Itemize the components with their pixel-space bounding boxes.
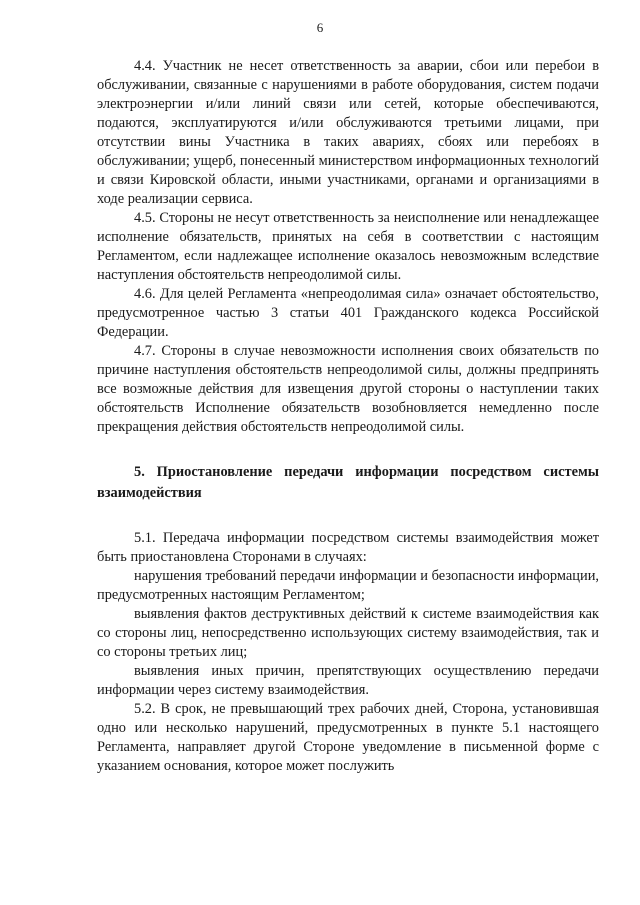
section-5-heading: 5. Приостановление передачи информации посредством системы взаимодействия	[97, 464, 599, 501]
paragraph-5-2: 5.2. В срок, не превышающий трех рабочих дней, Сторона, установившая одно или несколько нарушений, предусмотренных в пункте 5.1 настоящего Регламента, направляет другой Стороне уведомление в письменной форме с указанием основания, которое может послужить	[97, 701, 599, 774]
paragraph-4-5: 4.5. Стороны не несут ответственность за неисполнение или ненадлежащее исполнение обязательств, принятых на себя в соответствии с настоящим Регламентом, если надлежащее исполнение оказалось невозможным вследствие наступления обстоятельств непреодолимой силы.	[97, 210, 599, 283]
paragraph-5-1: 5.1. Передача информации посредством системы взаимодействия может быть приостановлена Сторонами в случаях:	[97, 530, 599, 565]
document-body	[97, 57, 599, 776]
paragraph-4-7: 4.7. Стороны в случае невозможности исполнения своих обязательств по причине наступления обстоятельств непреодолимой силы, должны предпринять все возможные действия для извещения другой стороны о наступлении таких обстоятельств Исполнение обязательств возобновляется немедленно после прекращения действия обстоятельств непреодолимой силы.	[97, 343, 599, 435]
paragraph-5-1-item-1: нарушения требований передачи информации и безопасности информации, предусмотренных настоящим Регламентом;	[97, 568, 599, 603]
paragraph-4-4: 4.4. Участник не несет ответственность за аварии, сбои или перебои в обслуживании, связанные с нарушениями в работе оборудования, систем подачи электроэнергии и/или линий связи или сетей, которые обеспечиваются, подаются, эксплуатируются и/или обслуживаются третьими лицами, при отсутствии вины Участника в таких авариях, сбоях или перебоях в обслуживании; ущерб, понесенный министерством информационных технологий и связи Кировской области, иными участниками, органами и организациями в ходе реализации сервиса.	[97, 58, 599, 207]
paragraph-5-1-item-3: выявления иных причин, препятствующих осуществлению передачи информации через систему взаимодействия.	[97, 663, 599, 698]
page-number: 6	[316, 20, 324, 35]
paragraph-4-6: 4.6. Для целей Регламента «непреодолимая сила» означает обстоятельство, предусмотренное частью 3 статьи 401 Гражданского кодекса Российской Федерации.	[97, 286, 599, 340]
paragraph-5-1-item-2: выявления фактов деструктивных действий к системе взаимодействия как со стороны лиц, непосредственно использующих систему взаимодействия, так и со стороны третьих лиц;	[97, 606, 599, 660]
